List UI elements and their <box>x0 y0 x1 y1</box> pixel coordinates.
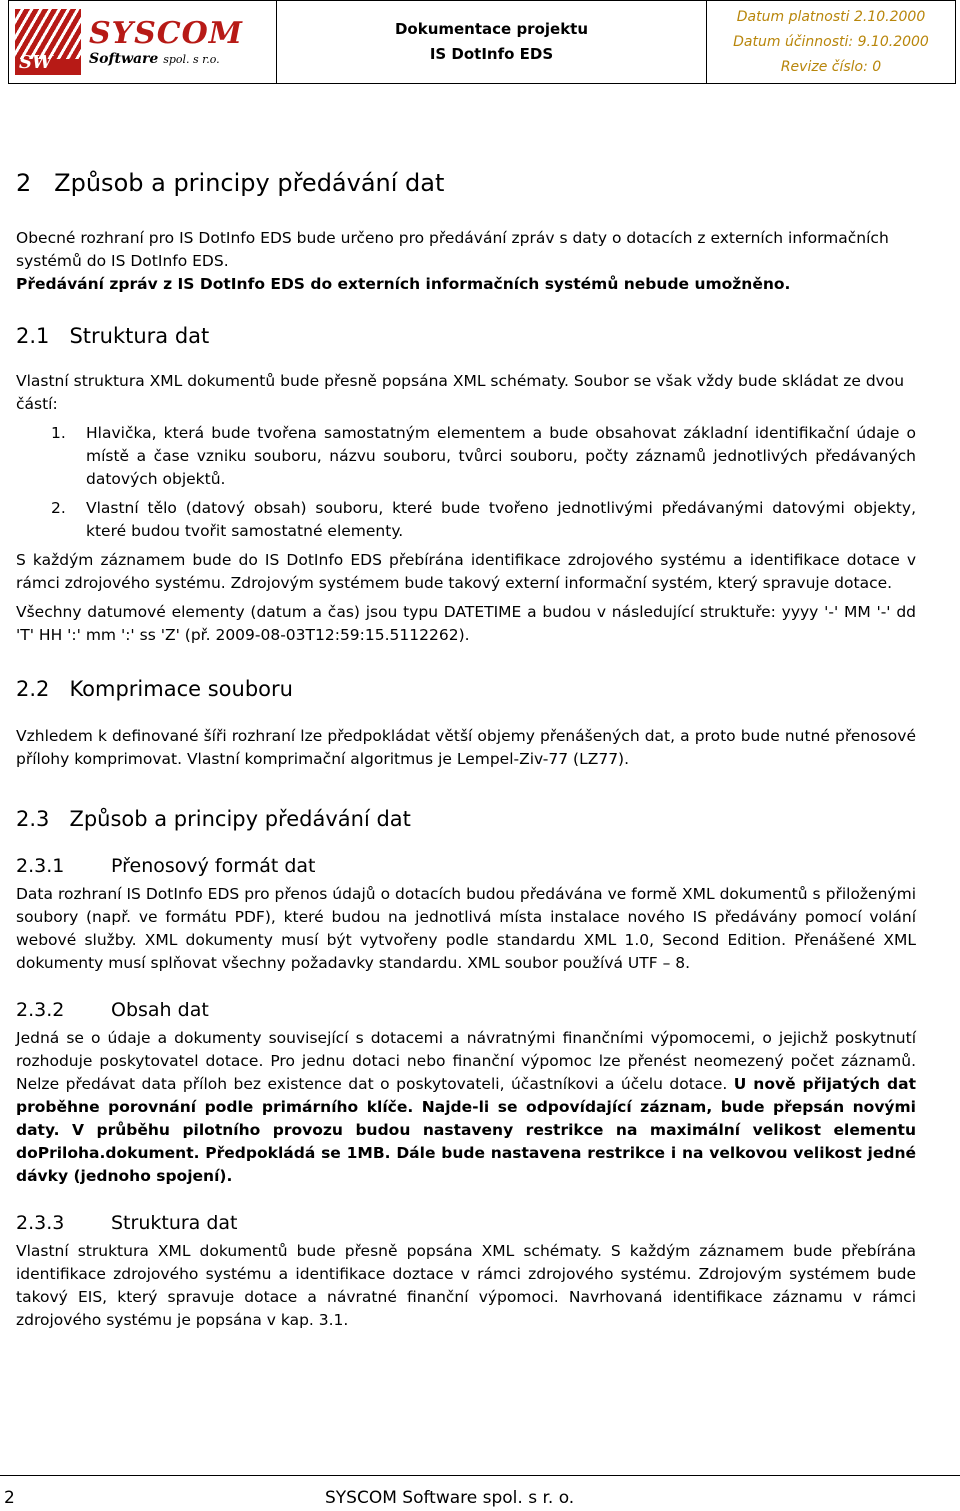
section-2-1-paragraph-2: S každým záznamem bude do IS DotInfo EDS přebírána identifikace zdrojového systému a identifikace dotace v rámci zdrojového systému. Zdrojovým systémem bude takový externí informační systém, který spravuje dotace. <box>16 551 916 592</box>
section-2-3-2-bold-text: U nově přijatých dat proběhne porovnání podle primárního klíče. Najde-li se odpovídající záznam, bude přepsán novými daty. V průběhu pilotního provozu budou nastaveny restrikce na maximální velikost elementu doPriloha.dokument. Předpokládá se 1MB. Dále bude nastavena restrikce i na velkovou velikost jedné dávky (jednoho spojení). <box>16 1075 916 1185</box>
logo-mark <box>15 9 81 75</box>
section-2-1-intro: Vlastní struktura XML dokumentů bude přesně popsána XML schématy. Soubor se však vždy bude skládat ze dvou částí: <box>16 372 905 413</box>
logo-subtitle: Software spol. s r.o. <box>89 51 220 67</box>
section-2-bold-paragraph: Předávání zpráv z IS DotInfo EDS do externích informačních systémů nebude umožněno. <box>16 275 791 293</box>
section-2-heading: 2 Způsob a principy předávání dat <box>16 169 445 197</box>
section-2-1-heading: 2.1 Struktura dat <box>16 324 210 348</box>
section-2-3-3-heading: 2.3.3 Struktura dat <box>16 1212 238 1234</box>
header-title <box>277 1 707 83</box>
section-2-2-heading: 2.2 Komprimace souboru <box>16 677 293 701</box>
page-footer <box>0 1475 960 1511</box>
revision-number: Revize číslo: 0 <box>780 58 882 75</box>
header-title-line2: IS DotInfo EDS <box>429 45 554 63</box>
section-2-3-2-heading: 2.3.2 Obsah dat <box>16 999 209 1021</box>
header-title-line1: Dokumentace projektu <box>394 20 589 38</box>
document-header <box>8 0 956 84</box>
list-item: 2. Vlastní tělo (datový obsah) souboru, které bude tvořeno jednotlivými předávanými datovými objekty, které budou tvořit samostatné elementy. <box>51 499 916 540</box>
section-2-1-paragraph-3: Všechny datumové elementy (datum a čas) jsou typu DATETIME a budou v následující struktuře: yyyy '-' MM '-' dd 'T' HH ':' mm ':' ss 'Z' (př. 2009-08-03T12:59:15.5112262). <box>16 603 916 644</box>
section-2-paragraph: Obecné rozhraní pro IS DotInfo EDS bude určeno pro předávání zpráv s daty o dotacích z externích informačních systémů do IS DotInfo EDS. <box>16 229 889 270</box>
header-dates <box>707 1 955 83</box>
page-number: 2 <box>4 1488 15 1508</box>
section-2-3-1-heading: 2.3.1 Přenosový formát dat <box>16 855 316 877</box>
section-2-3-3-paragraph: Vlastní struktura XML dokumentů bude přesně popsána XML schématy. S každým záznamem bude přebírána identifikace zdrojového systému a identifikace doztace v rámci zdrojového systému. Zdrojovým systémem bude takový EIS, který spravuje dotace a návratné finanční výpomoci. Navrhovaná identifikace záznamu v rámci zdrojového systému je popsána v kap. 3.1. <box>16 1242 916 1329</box>
logo-mark-text: SW <box>19 52 53 73</box>
section-2-2-paragraph: Vzhledem k definované šíři rozhraní lze předpokládat větší objemy přenášených dat, a proto bude nutné přenosové přílohy komprimovat. Vlastní komprimační algoritmus je Lempel-Ziv-77 (LZ77). <box>16 727 916 768</box>
effective-date: Datum účinnosti: 9.10.2000 <box>733 33 929 50</box>
section-2-3-1-paragraph: Data rozhraní IS DotInfo EDS pro přenos údajů o dotacích budou předávána ve formě XML dokumentů s přiloženými soubory (např. ve formátu PDF), které budou na jednotlivá místa instalace nového IS předávány pomocí volání webové služby. XML dokumenty musí být vytvořeny podle standardu XML 1.0, Second Edition. Přenášené XML dokumenty musí splňovat všechny požadavky standardu. XML soubor používá UTF – 8. <box>16 885 916 972</box>
section-2-3-2-paragraph: Jedná se o údaje a dokumenty související s dotacemi a návratnými finančními výpomocemi, o jejichž poskytnutí rozhoduje poskytovatel dotace. Pro jednu dotaci nebo finanční výpomoc lze přenést neomezený počet záznamů. Nelze předávat data příloh bez existence dat o poskytovateli, účastníkovi a účelu dotace. U nově přijatých dat proběhne porovnání podle primárního klíče. Najde-li se odpovídající záznam, bude přepsán novými daty. V průběhu pilotního provozu budou nastaveny restrikce na maximální velikost elementu doPriloha.dokument. Předpokládá se 1MB. Dále bude nastavena restrikce i na velkovou velikost jedné dávky (jednoho spojení). <box>16 1029 916 1185</box>
document-body <box>16 165 916 1332</box>
section-2-3-heading: 2.3 Způsob a principy předávání dat <box>16 807 411 831</box>
valid-date: Datum platnosti 2.10.2000 <box>736 8 926 25</box>
logo-brand: SYSCOM <box>89 16 243 51</box>
footer-company: SYSCOM Software spol. s r. o. <box>325 1488 575 1508</box>
list-item: 1. Hlavička, která bude tvořena samostatným elementem a bude obsahovat základní identifikační údaje o místě a čase vzniku souboru, názvu souboru, tvůrci souboru, počty záznamů jednotlivých předávaných datových objektů. <box>51 424 916 488</box>
company-logo <box>9 1 277 83</box>
